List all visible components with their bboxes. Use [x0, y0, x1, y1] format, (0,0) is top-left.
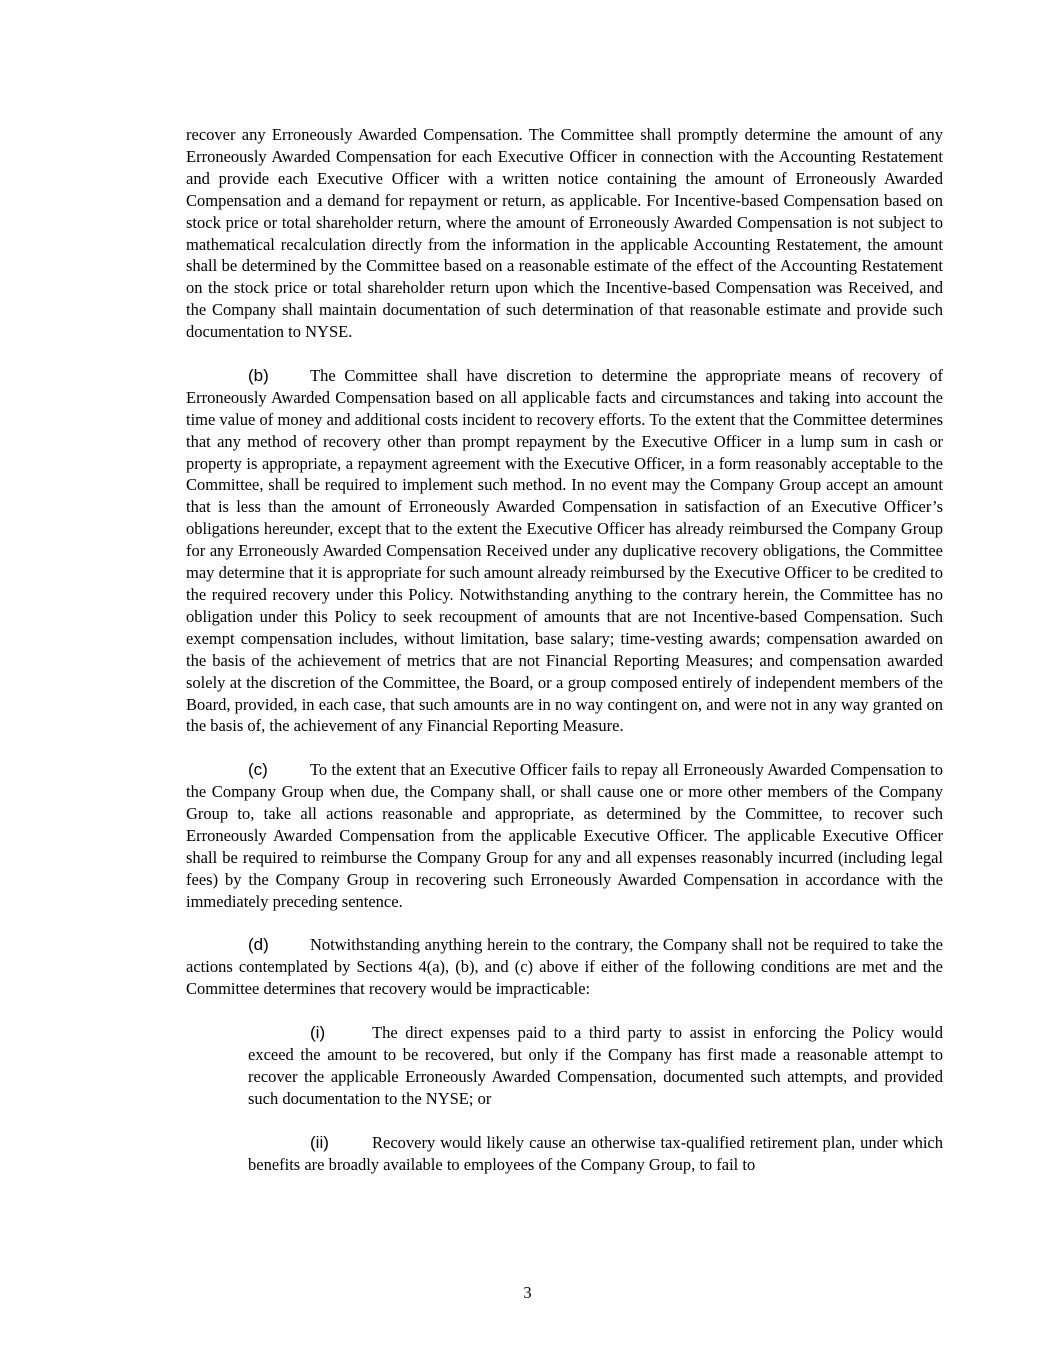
subsection-i-paragraph — [248, 1022, 943, 1110]
page-number: 3 — [523, 1283, 532, 1302]
subsection-ii-text: Recovery would likely cause an otherwise tax-qualified retirement plan, under which benefits are broadly available to employees of the Company Group, to fail to — [248, 1132, 943, 1174]
section-c-marker: (c) — [248, 760, 268, 780]
section-c-paragraph — [186, 759, 943, 912]
section-b-paragraph — [186, 365, 943, 737]
section-d-paragraph — [186, 934, 943, 1000]
subsection-ii-paragraph — [248, 1132, 943, 1176]
section-b-text: The Committee shall have discretion to determine the appropriate means of recovery of Erroneously Awarded Compensation based on all applicable facts and circumstances and taking into account the time value of money and additional costs incident to recovery efforts. To the extent that the Committee determines that any method of recovery other than prompt repayment by the Executive Officer in a lump sum in cash or property is appropriate, a repayment agreement with the Executive Officer, in a form reasonably acceptable to the Committee, shall be required to implement such method. In no event may the Company Group accept an amount that is less than the amount of Erroneously Awarded Compensation in satisfaction of an Executive Officer’s obligations hereunder, except that to the extent the Executive Officer has already reimbursed the Company Group for any Erroneously Awarded Compensation Received under any duplicative recovery obligations, the Committee may determine that it is appropriate for such amount already reimbursed by the Executive Officer to be credited to the required recovery under this Policy. Notwithstanding anything to the contrary herein, the Committee has no obligation under this Policy to seek recoupment of amounts that are not Incentive-based Compensation. Such exempt compensation includes, without limitation, base salary; time-vesting awards; compensation awarded on the basis of the achievement of metrics that are not Financial Reporting Measures; and compensation awarded solely at the discretion of the Committee, the Board, or a group composed entirely of independent members of the Board, provided, in each case, that such amounts are in no way contingent on, and were not in any way granted on the basis of, the achievement of any Financial Reporting Measure. — [186, 365, 943, 736]
subsection-i-marker: (i) — [310, 1023, 326, 1043]
section-d-marker: (d) — [248, 935, 269, 955]
paragraph-continuation: recover any Erroneously Awarded Compensation. The Committee shall promptly determine the amount of any Erroneously Awarded Compensation for each Executive Officer in connection with the Accounting Restatement and provide each Executive Officer with a written notice containing the amount of Erroneously Awarded Compensation and a demand for repayment or return, as applicable. For Incentive-based Compensation based on stock price or total shareholder return, where the amount of Erroneously Awarded Compensation is not subject to mathematical recalculation directly from the information in the applicable Accounting Restatement, the amount shall be determined by the Committee based on a reasonable estimate of the effect of the Accounting Restatement on the stock price or total shareholder return upon which the Incentive-based Compensation was Received, and the Company shall maintain documentation of such determination of that reasonable estimate and provide such documentation to NYSE. — [186, 125, 943, 342]
section-c-text: To the extent that an Executive Officer fails to repay all Erroneously Awarded Compensation to the Company Group when due, the Company shall, or shall cause one or more other members of the Company Group to, take all actions reasonable and appropriate, as determined by the Committee, to recover such Erroneously Awarded Compensation from the applicable Executive Officer. The applicable Executive Officer shall be required to reimburse the Company Group for any and all expenses reasonably incurred (including legal fees) by the Company Group in recovering such Erroneously Awarded Compensation in accordance with the immediately preceding sentence. — [186, 760, 943, 911]
document-body — [186, 124, 943, 1175]
section-b-marker: (b) — [248, 365, 269, 385]
section-d-text: Notwithstanding anything herein to the contrary, the Company shall not be required to take the actions contemplated by Sections 4(a), (b), and (c) above if either of the following conditions are met and the Committee determines that recovery would be impracticable: — [186, 935, 943, 999]
subsection-ii-marker: (ii) — [310, 1132, 329, 1152]
subsection-i-text: The direct expenses paid to a third party to assist in enforcing the Policy would exceed the amount to be recovered, but only if the Company has first made a reasonable attempt to recover the applicable Erroneously Awarded Compensation, documented such attempts, and provided such documentation to the NYSE; or — [248, 1023, 943, 1108]
